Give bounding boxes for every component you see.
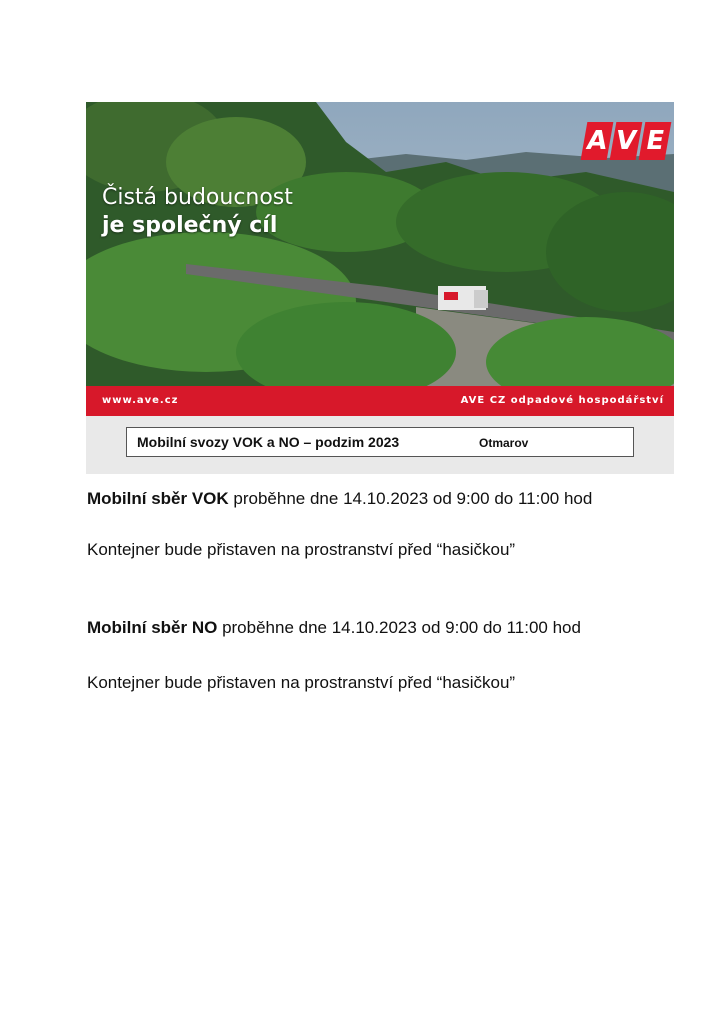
info-box-title: Mobilní svozy VOK a NO – podzim 2023 bbox=[137, 434, 400, 450]
no-detail: proběhne dne 14.10.2023 od 9:00 do 11:00 hod bbox=[217, 618, 581, 637]
no-location-line: Kontejner bude přistaven na prostranství před “hasičkou” bbox=[87, 673, 516, 692]
slogan-line-2: je společný cíl bbox=[102, 213, 278, 238]
vok-collection-line bbox=[87, 488, 592, 510]
logo-letter-e: E bbox=[639, 122, 672, 160]
slogan bbox=[102, 184, 293, 240]
no-heading: Mobilní sběr NO bbox=[87, 618, 218, 637]
info-box bbox=[126, 427, 634, 457]
company-text: AVE CZ odpadové hospodářství bbox=[460, 395, 664, 406]
vok-detail: proběhne dne 14.10.2023 od 9:00 do 11:00 hod bbox=[228, 489, 593, 508]
logo-letter-a: A bbox=[581, 122, 614, 160]
vok-location-line: Kontejner bude přistaven na prostranství před “hasičkou” bbox=[87, 540, 516, 559]
ave-banner bbox=[86, 102, 674, 474]
no-collection-line bbox=[87, 617, 581, 639]
vok-heading: Mobilní sběr VOK bbox=[87, 489, 229, 508]
logo-letter-v: V bbox=[610, 122, 643, 160]
slogan-line-1: Čistá budoucnost bbox=[102, 185, 293, 210]
website-text: www.ave.cz bbox=[102, 395, 179, 406]
info-box-place: Otmarov bbox=[479, 436, 529, 450]
red-footer-bar bbox=[86, 386, 674, 416]
ave-logo bbox=[584, 122, 671, 160]
